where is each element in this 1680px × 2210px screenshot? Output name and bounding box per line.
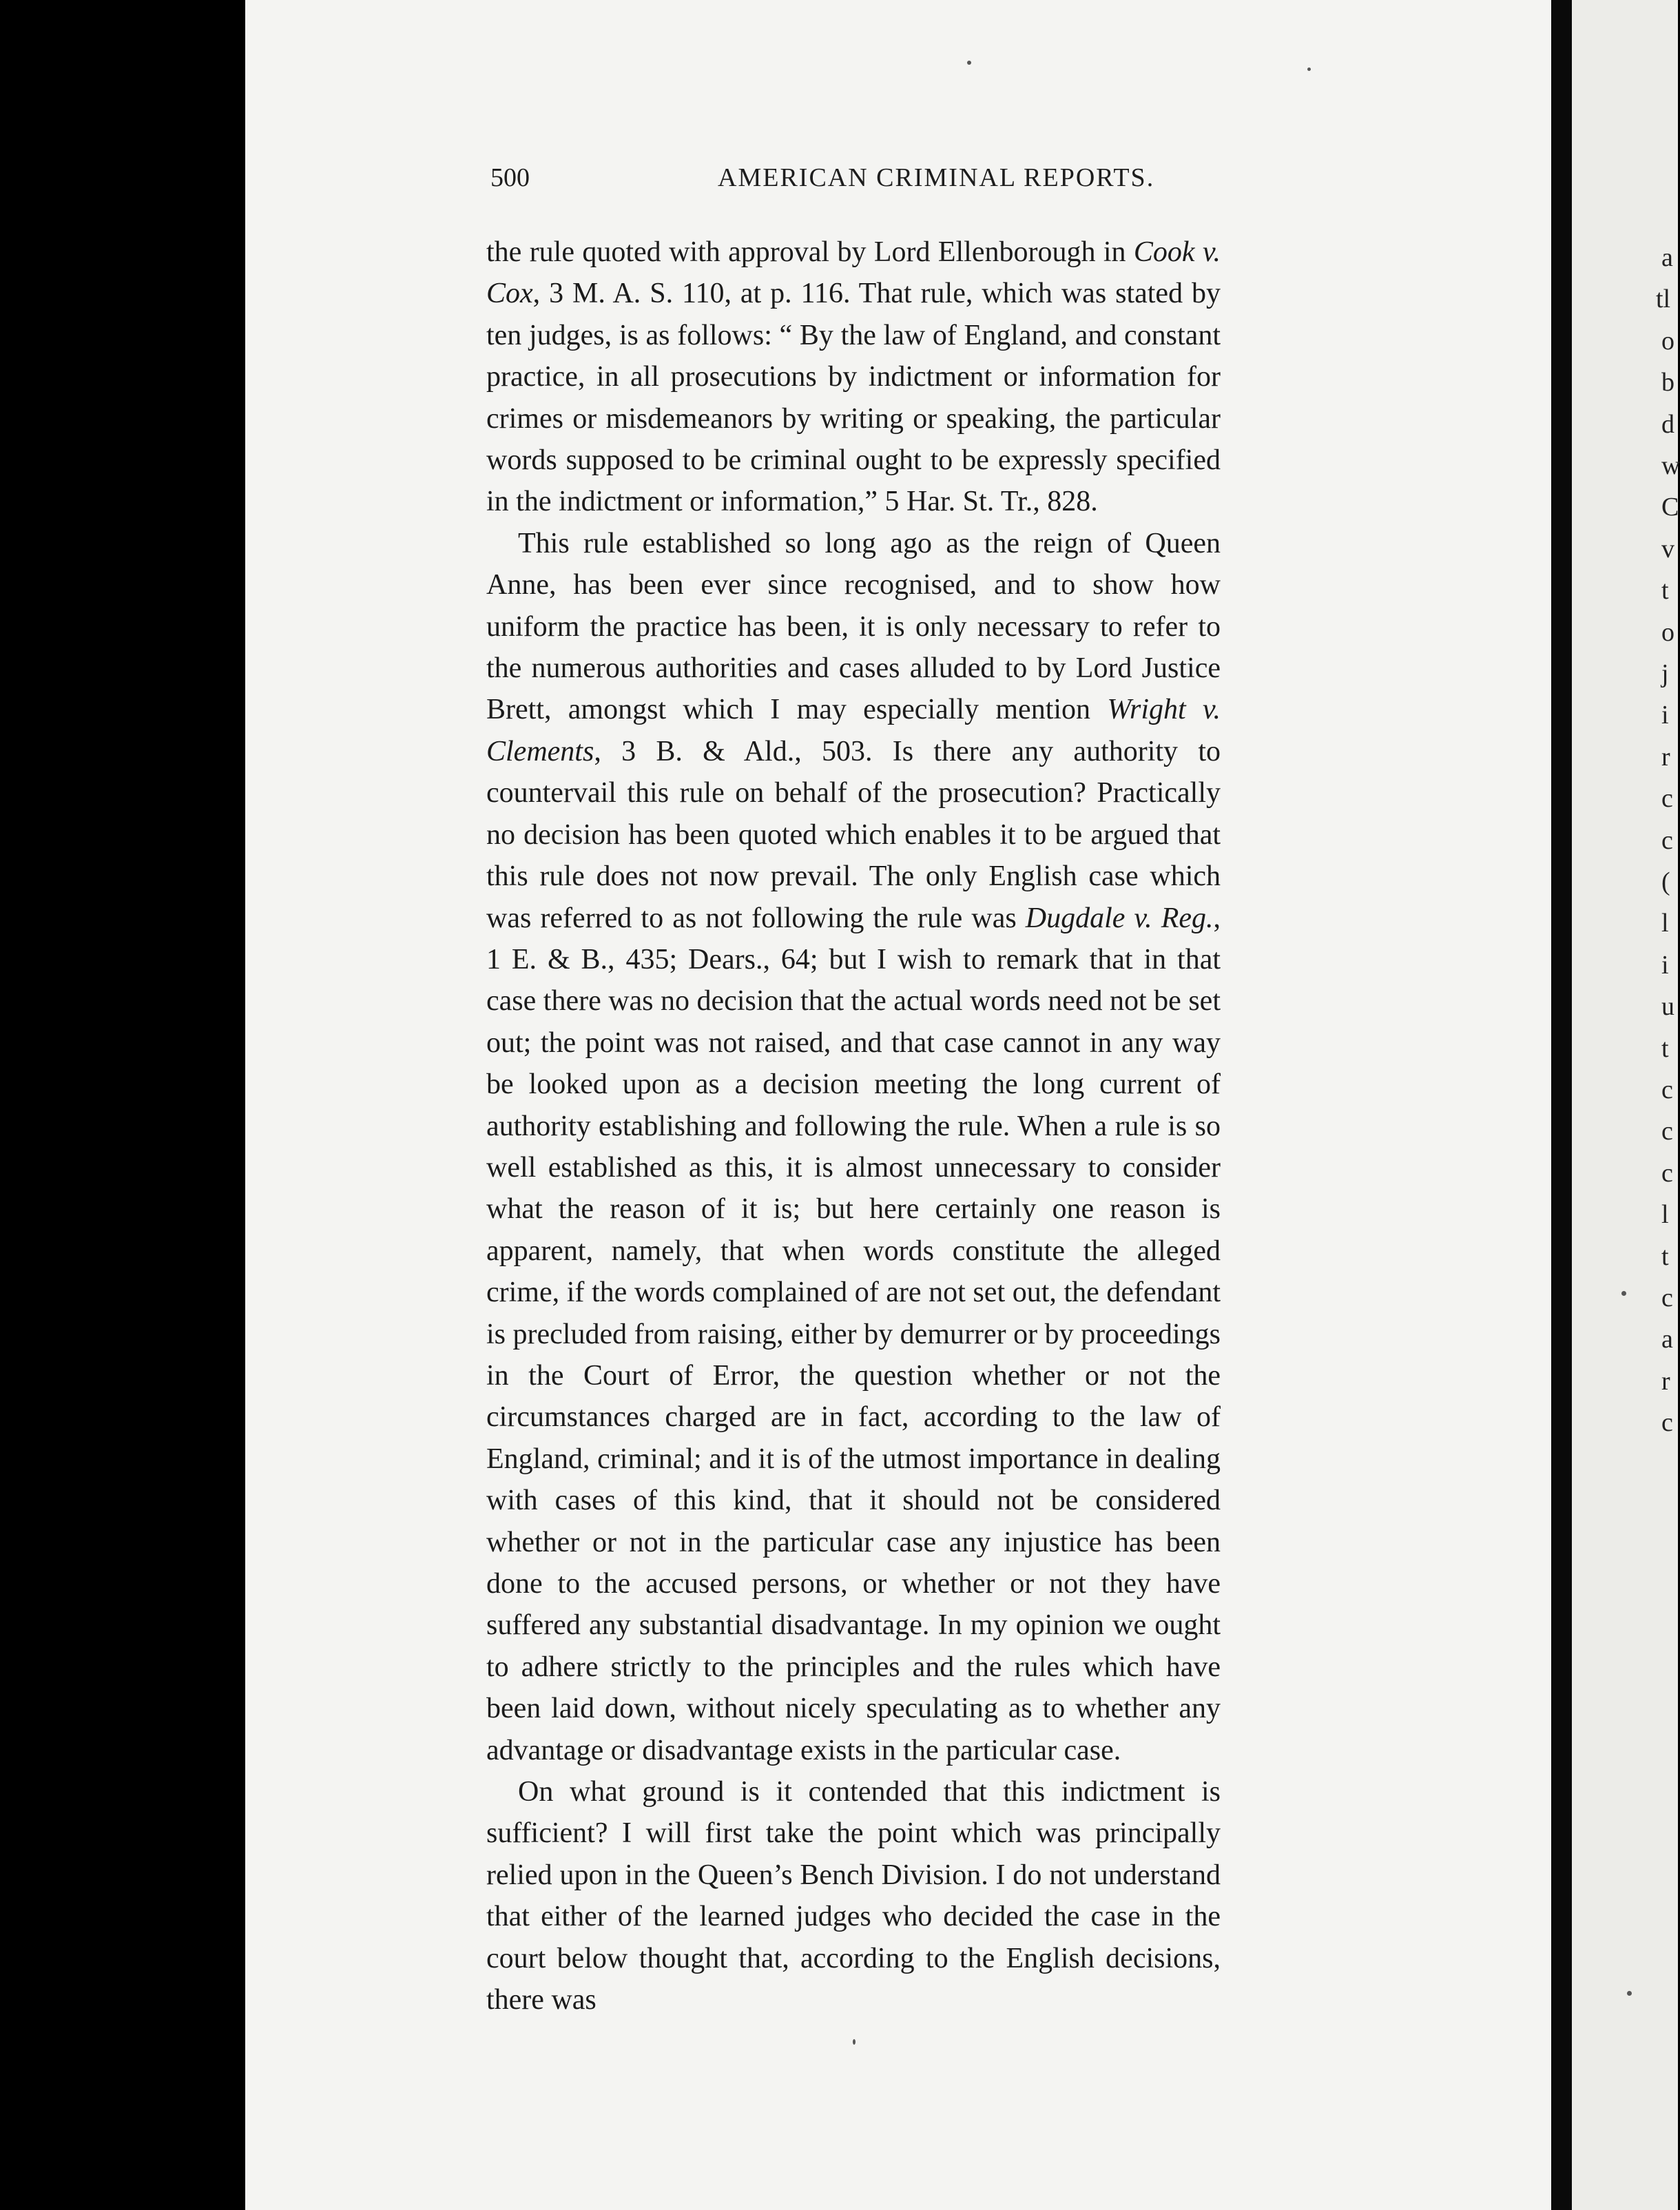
scan-speck [1621,1291,1626,1296]
case-citation: Cook v. Cox [486,236,1221,310]
facing-page-letter: a [1661,1325,1673,1354]
facing-page-letter: c [1661,1158,1673,1188]
facing-page-letter: j [1661,659,1669,688]
scan-speck [853,2039,855,2045]
text-run: , 3 B. & Ald., 503. Is there any authority to countervail this rule on behalf of the prosecution? Practically no decision has been quoted which enables it to be argued that this rule does not now prevail. The only English case which was referred to as not following the rule was [486,735,1221,934]
page-header [490,163,1218,204]
facing-page-letter: i [1661,950,1669,980]
scan-speck [967,61,971,65]
scan-speck [1627,1991,1632,1996]
paragraph [486,523,1221,1771]
facing-page-letter: o [1661,326,1674,355]
facing-page-letter: i [1661,701,1669,730]
facing-page-letter: o [1661,617,1674,647]
facing-page-letter: c [1661,825,1673,855]
facing-page-letter: c [1661,1283,1673,1312]
text-run: This rule established so long ago as the reign of Queen Anne, has been ever since recognised, and to show how uniform the practice has been, it is only necessary to refer to the numerous authorities and cases alluded to by Lord Justice Brett, amongst which I may especially mention [486,527,1221,726]
paragraph [486,1771,1221,2021]
facing-page-letter: r [1661,1366,1670,1396]
page-number: 500 [490,163,530,192]
facing-page-letter: c [1661,1117,1673,1146]
facing-page-letter: t [1661,1241,1669,1271]
text-run: , 1 E. & B., 435; Dears., 64; but I wish to remark that in that case there was no decision that the actual words need not be set out; the point was not raised, and that case cannot in any way be looked upon as a decision meeting the long current of authority establishing and following the rule. When a rule is so well established as this, it is almost unnecessary to consider what the reason of it is; but here certainly one reason is apparent, namely, that when words constitute the alleged crime, if the words complained of are not set out, the defendant is precluded from raising, either by demurrer or by proceedings in the Court of Error, the question whether or not the circumstances charged are in fact, according to the law of England, criminal; and it is of the utmost importance in dealing with cases of this kind, that it should not be considered whether or not in the particular case any injustice has been done to the accused persons, or whether or not they have suffered any substantial disadvantage. In my opinion we ought to adhere strictly to the principles and the rules which have been laid down, without nicely speculating as to whether any advantage or disadvantage exists in the particular case. [486,902,1221,1766]
book-gutter [1551,0,1572,2210]
text-run: On what ground is it contended that this indictment is sufficient? I will first take the point which was principally relied upon in the Queen’s Bench Division. I do not understand that either of the learned judges who decided the case in the court below thought that, according to the English decisions, there was [486,1776,1221,2016]
case-citation: Wright v. Clements [486,694,1221,767]
facing-page-letter: c [1661,1408,1673,1438]
text-run: the rule quoted with approval by Lord Ellenborough in [486,236,1134,268]
facing-page-letter: tl [1656,285,1671,314]
facing-page-letter: c [1661,784,1673,814]
facing-page-edge [1572,0,1678,2210]
facing-page-letter: l [1661,1200,1669,1230]
facing-page-letter: t [1661,576,1669,606]
facing-page-letter: u [1661,992,1674,1022]
body-text [486,231,1221,2021]
facing-page-letter: b [1661,368,1674,397]
running-head: AMERICAN CRIMINAL REPORTS. [718,163,1155,192]
paragraph [486,231,1221,523]
facing-page-letter: a [1661,243,1673,272]
text-run: , 3 M. A. S. 110, at p. 116. That rule, which was stated by ten judges, is as follows: “ By the law of England, and constant practice, in all prosecutions by indictment or information for crimes or misdemeanors by writing or speaking, the particular words supposed to be criminal ought to be expressly specified in the indictment or information,” 5 Har. St. Tr., 828. [486,278,1221,518]
scan-speck [1307,68,1311,71]
facing-page-letter: t [1661,1033,1669,1063]
facing-page-letter: l [1661,909,1669,938]
facing-page-letter: C [1661,493,1679,522]
facing-page-letter: ( [1661,867,1670,896]
facing-page-letter: d [1661,409,1674,439]
facing-page-letter: r [1661,742,1670,772]
facing-page-letter: v [1661,534,1674,564]
facing-page-letter: w [1661,451,1680,480]
case-citation: Dugdale v. Reg. [1025,902,1214,934]
facing-page-letter: c [1661,1075,1673,1104]
